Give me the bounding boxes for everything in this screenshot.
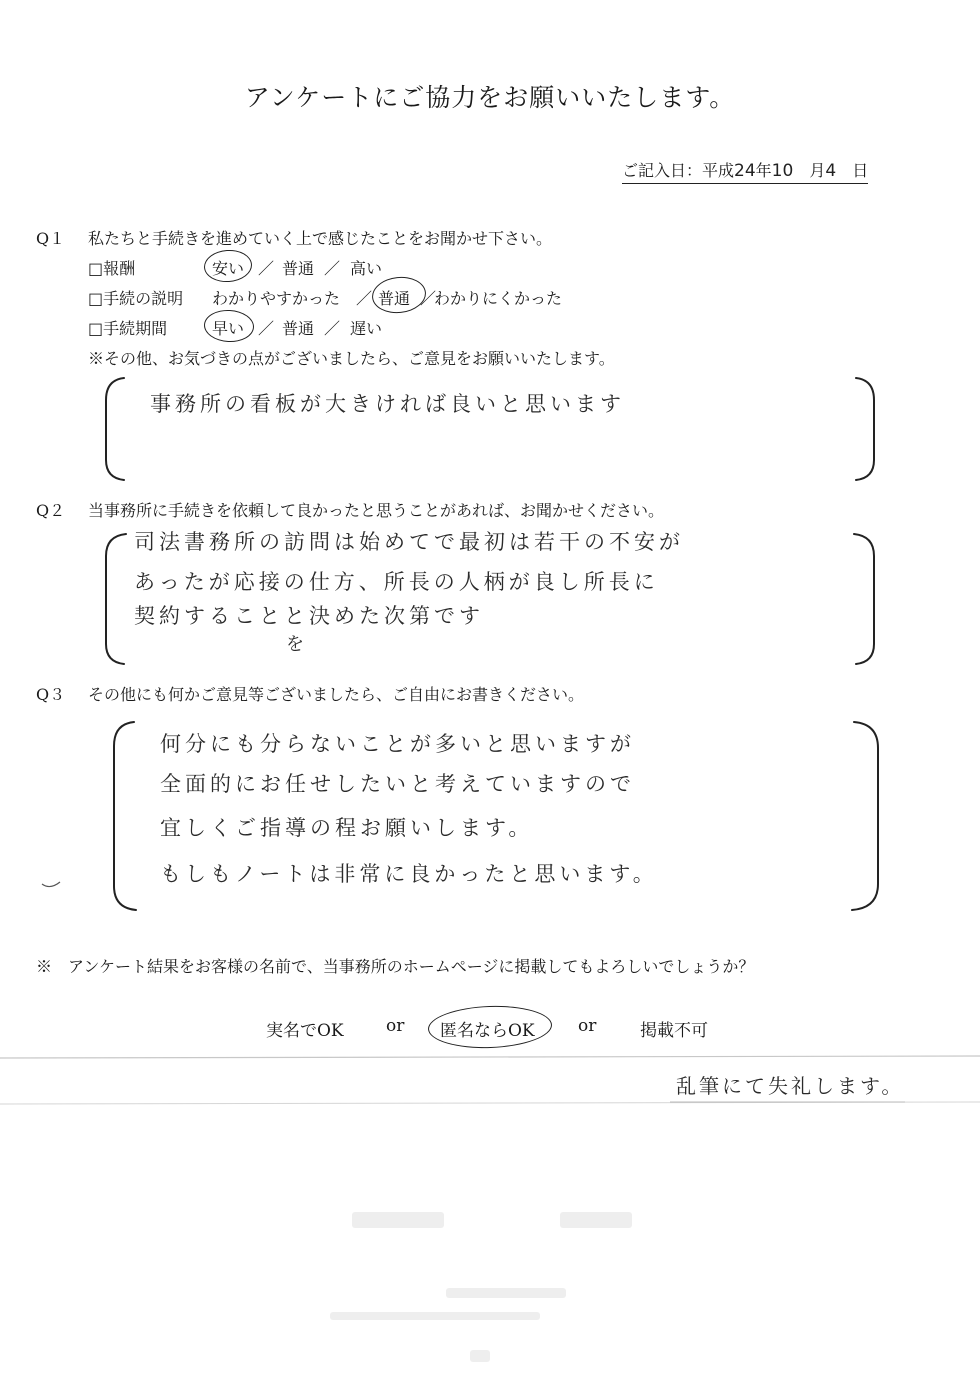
publish-or: or	[386, 1016, 405, 1036]
q2-answer-line: 司法書務所の訪問は始めてで最初は若干の不安が	[134, 530, 684, 554]
publish-option-anonymous[interactable]: 匿名ならOK	[440, 1021, 535, 1041]
bracket-left	[114, 722, 136, 910]
date-day: 4	[825, 161, 837, 181]
q1-question: 私たちと手続きを進めていく上で感じたことをお聞かせ下さい。	[88, 229, 553, 248]
q1-fee-option-high[interactable]: 高い	[350, 259, 383, 278]
date-month: 10	[771, 161, 794, 181]
bleed-through-shadow	[330, 1212, 632, 1362]
q2-answer-line: あったが応接の仕方、所長の人柄が良し所長に	[134, 570, 659, 594]
bracket-left	[106, 378, 124, 480]
bracket-right	[854, 534, 874, 664]
q1-period-option-normal[interactable]: 普通	[282, 319, 315, 338]
q1-fee-label: □報酬	[88, 259, 136, 278]
q1-explain-option-normal[interactable]: 普通	[378, 289, 411, 308]
date-month-unit: 月	[809, 161, 826, 180]
publish-or: or	[578, 1016, 597, 1036]
footer-handwritten-note: 乱筆にて失礼します。	[676, 1074, 905, 1098]
date-label: ご記入日：平成	[622, 161, 735, 180]
q1-period-sep: ／	[324, 319, 341, 338]
q1-fee-option-cheap[interactable]: 安い	[212, 259, 245, 278]
q1-explain-label: □手続の説明	[88, 289, 184, 308]
date-year: 24	[734, 161, 756, 181]
publish-question: ※ アンケート結果をお客様の名前で、当事務所のホームページに掲載してもよろしいでしょうか？	[36, 957, 755, 976]
q3-number: Q３	[36, 685, 66, 704]
q1-period-option-fast[interactable]: 早い	[212, 319, 245, 338]
q2-question: 当事務所に手続きを依頼して良かったと思うことがあれば、お聞かせください。	[88, 501, 665, 520]
q1-note: ※その他、お気づきの点がございましたら、ご意見をお願いいたします。	[88, 349, 615, 368]
date-year-unit: 年	[755, 161, 772, 180]
q3-answer-line: もしもノートは非常に良かったと思います。	[160, 862, 658, 886]
q1-number: Q１	[36, 229, 66, 248]
publish-option-real-name[interactable]: 実名でOK	[266, 1021, 344, 1041]
page-title: アンケートにご協力をお願いいたします。	[244, 83, 736, 112]
publish-option-not-allowed[interactable]: 掲載不可	[640, 1021, 708, 1041]
q2-number: Q２	[36, 501, 66, 520]
q1-period-label: □手続期間	[88, 319, 168, 338]
q1-period-option-slow[interactable]: 遅い	[350, 319, 383, 338]
q1-period-sep: ／	[258, 319, 275, 338]
q1-explain-option-unclear[interactable]: わかりにくかった	[434, 289, 563, 308]
q1-fee-sep: ／	[258, 259, 275, 278]
bracket-right	[852, 722, 878, 910]
q1-explain-sep: ／	[356, 289, 373, 308]
q1-explain-sep: ／	[420, 289, 437, 308]
q1-fee-option-normal[interactable]: 普通	[282, 259, 315, 278]
stray-mark	[42, 882, 60, 887]
q3-answer-line: 全面的にお任せしたいと考えていますので	[160, 772, 635, 796]
q2-answer-line: 契約することと決めた次第です	[134, 604, 484, 628]
date-day-unit: 日	[852, 161, 869, 180]
q3-answer-line: 宜しくご指導の程お願いします。	[160, 816, 534, 840]
q1-explain-option-clear[interactable]: わかりやすかった	[212, 289, 341, 308]
q2-answer-insert: を	[286, 634, 308, 655]
bracket-right	[856, 378, 874, 480]
q3-question: その他にも何かご意見等ございましたら、ご自由にお書きください。	[88, 685, 585, 704]
q1-fee-sep: ／	[324, 259, 341, 278]
q1-answer-line: 事務所の看板が大きければ良いと思います	[150, 392, 625, 416]
page-edge-line	[0, 1056, 980, 1058]
bracket-left	[106, 534, 126, 664]
q3-answer-line: 何分にも分らないことが多いと思いますが	[160, 732, 635, 756]
